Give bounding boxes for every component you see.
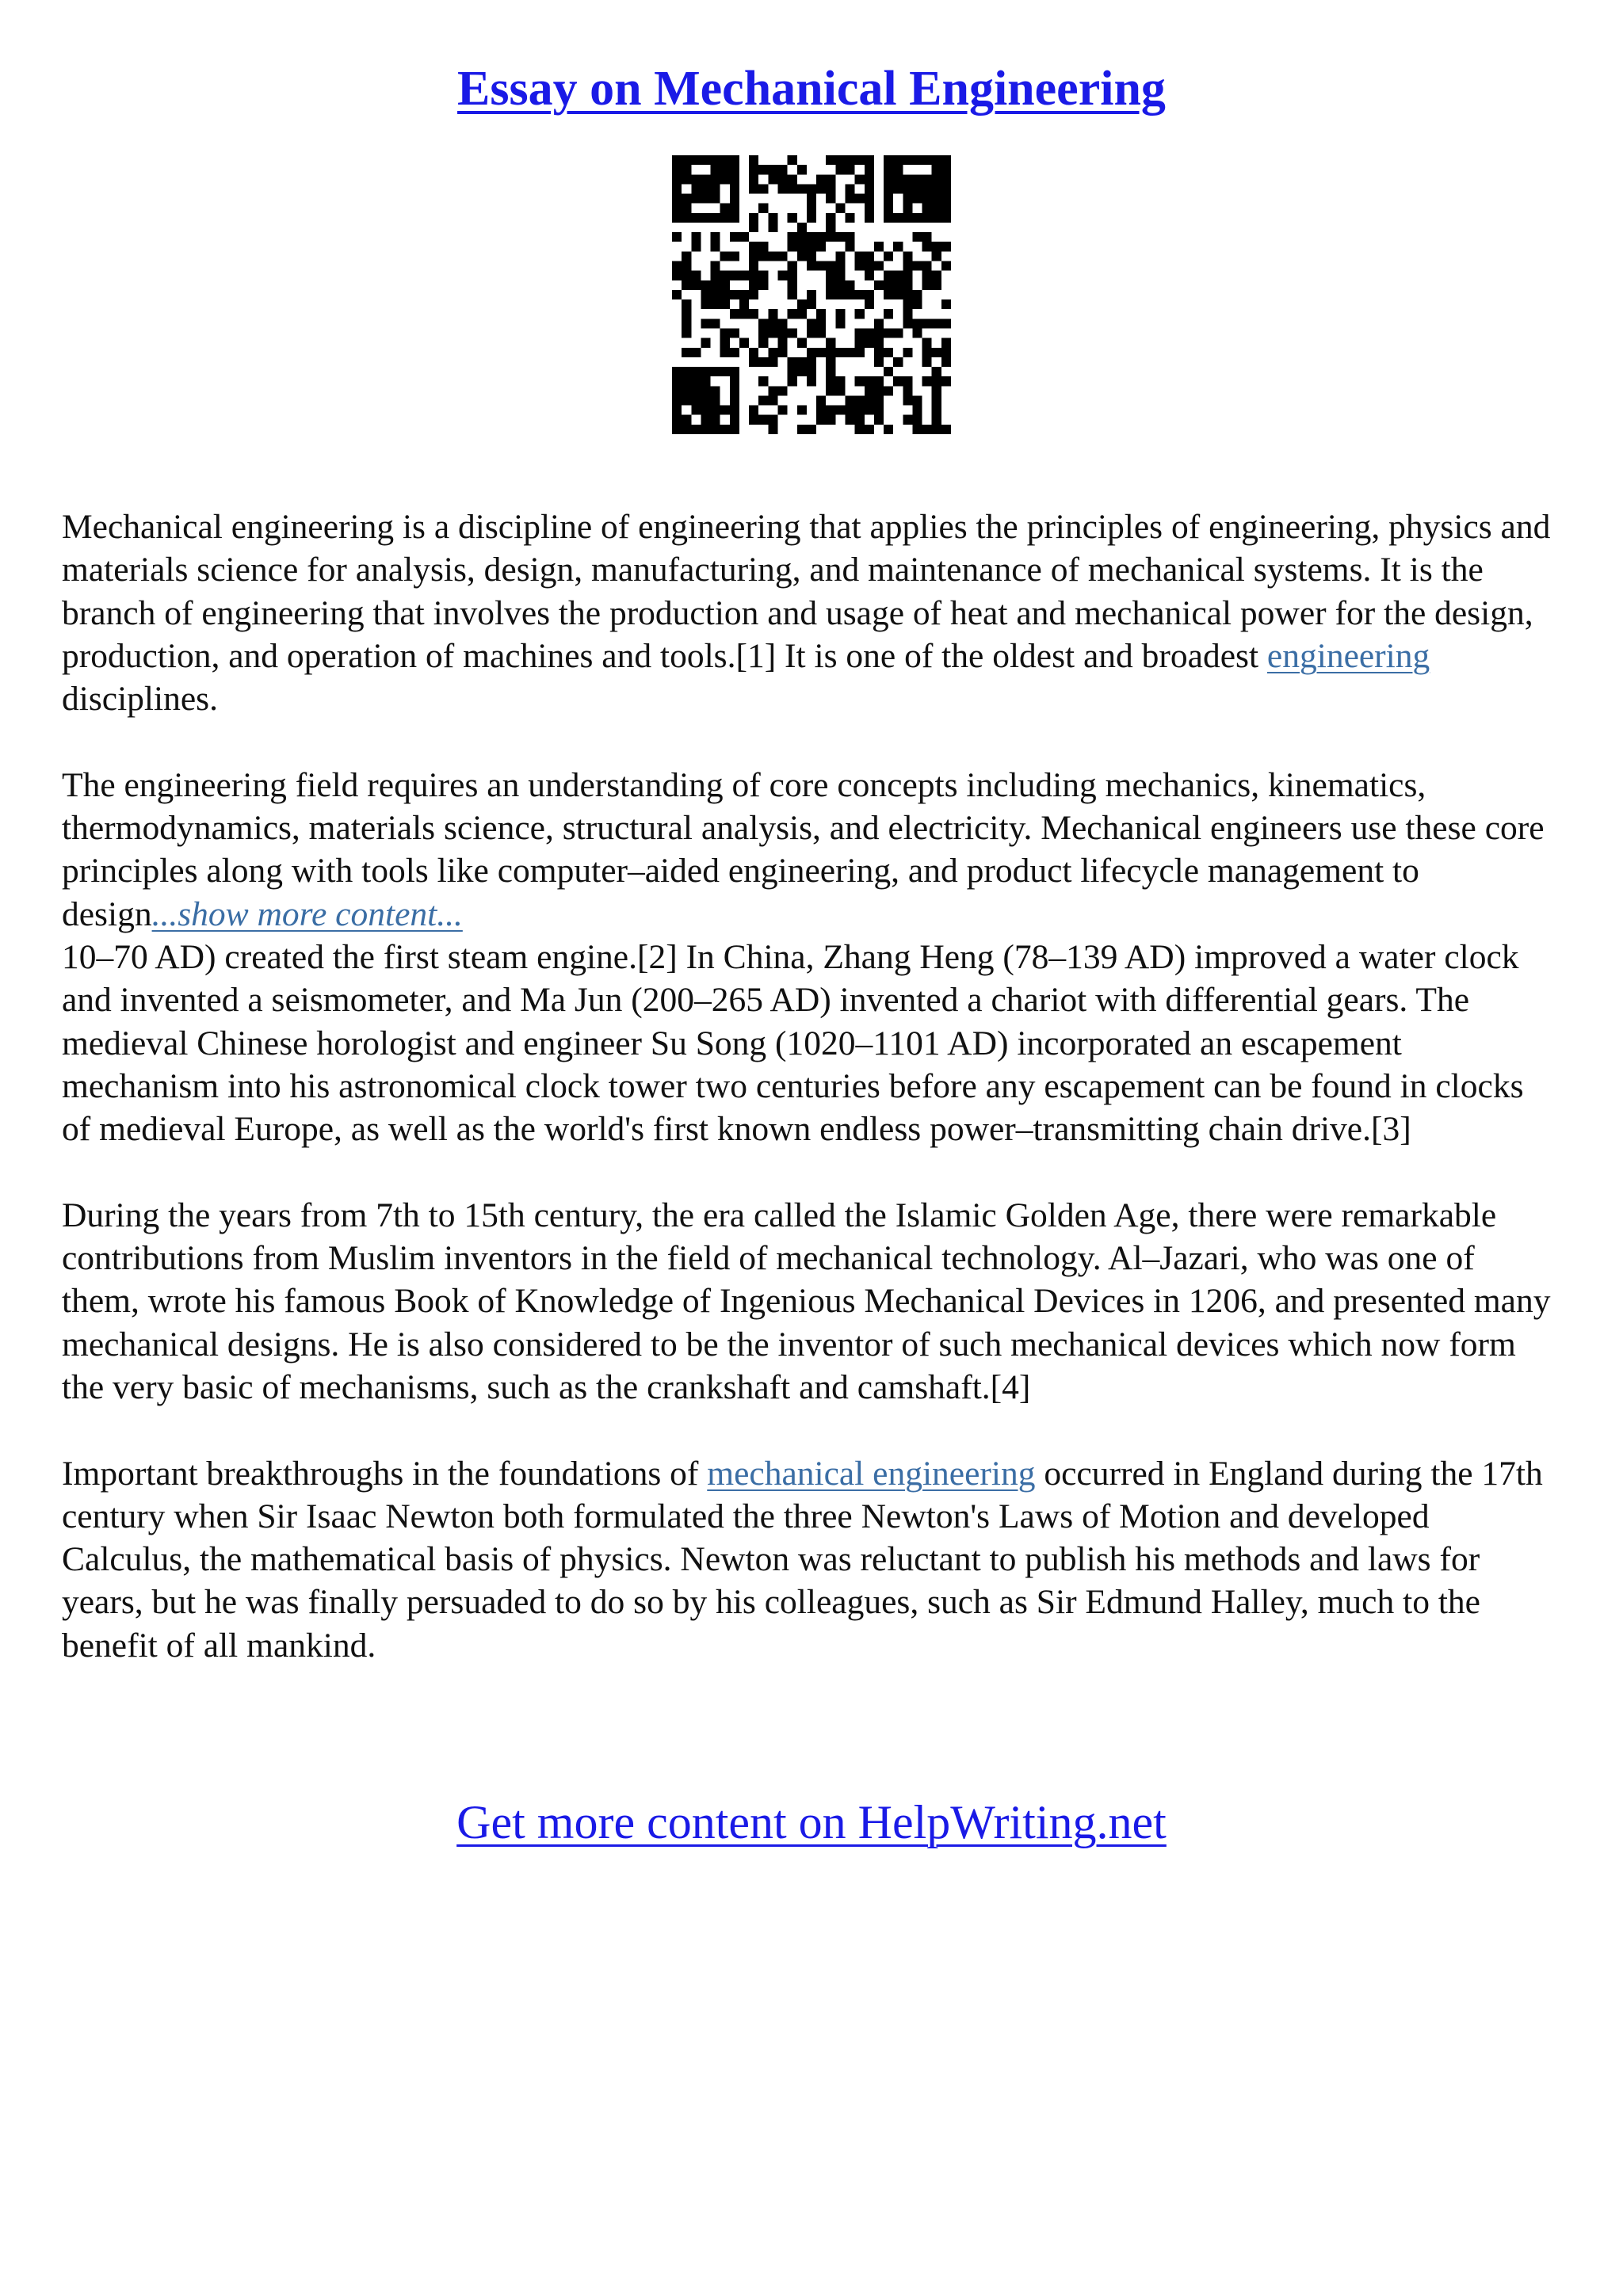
essay-body — [62, 505, 1552, 1710]
paragraph-5 — [62, 1452, 1552, 1667]
paragraph-1-text-end: disciplines. — [62, 680, 218, 719]
qr-code-icon — [672, 155, 951, 434]
mechanical-engineering-link[interactable]: mechanical engineering — [707, 1454, 1036, 1493]
helpwriting-link[interactable]: Get more content on HelpWriting.net — [456, 1796, 1167, 1848]
paragraph-3: 10–70 AD) created the first steam engine.[2] In China, Zhang Heng (78–139 AD) improved a water clock and invented a seismometer, and Ma Jun (200–265 AD) invented a chariot with differential gears. The medieval Chinese horologist and engineer Su Song (1020–1101 AD) incorporated an escapement mechanism into his astronomical clock tower two centuries before any escapement can be found in clocks of medieval Europe, as well as the world's first known endless power–transmitting chain drive.[3] — [62, 937, 1524, 1149]
page-title — [0, 57, 1623, 120]
show-more-link[interactable]: ...show more content... — [151, 894, 463, 933]
paragraph-1-text: Mechanical engineering is a discipline of engineering that applies the principles of engineering, physics and materials science for analysis, design, manufacturing, and maintenance of mechanical systems. It is the branch of engineering that involves the production and usage of heat and mechanical power for the design, production, and operation of machines and tools.[1] It is one of the oldest and broadest — [62, 508, 1551, 675]
paragraph-5-text-end: occurred in England during the 17th century when Sir Isaac Newton both formulated the three Newton's Laws of Motion and developed Calculus, the mathematical basis of physics. Newton was reluctant to publish his methods and laws for years, but he was finally persuaded to do so by his colleagues, such as Sir Edmund Halley, much to the benefit of all mankind. — [62, 1454, 1543, 1665]
paragraph-1 — [62, 505, 1552, 720]
title-link[interactable]: Essay on Mechanical Engineering — [457, 62, 1166, 116]
engineering-link[interactable]: engineering — [1266, 636, 1430, 675]
paragraph-5-text: Important breakthroughs in the foundations of — [62, 1454, 708, 1493]
footer — [0, 1791, 1623, 1854]
paragraph-2 — [62, 764, 1552, 936]
paragraph-2-text: The engineering field requires an understanding of core concepts including mechanics, kinematics, thermodynamics, materials science, structural analysis, and electricity. Mechanical engineers use these core principles along with tools like computer–aided engineering, and product lifecycle management to design — [62, 765, 1545, 933]
paragraph-4: During the years from 7th to 15th century, the era called the Islamic Golden Age, there were remarkable contributions from Muslim inventors in the field of mechanical technology. Al–Jazari, who was one of them, wrote his famous Book of Knowledge of Ingenious Mechanical Devices in 1206, and presented many mechanical designs. He is also considered to be the inventor of such mechanical devices which now form the very basic of mechanisms, such as the crankshaft and camshaft.[4] — [62, 1196, 1551, 1406]
